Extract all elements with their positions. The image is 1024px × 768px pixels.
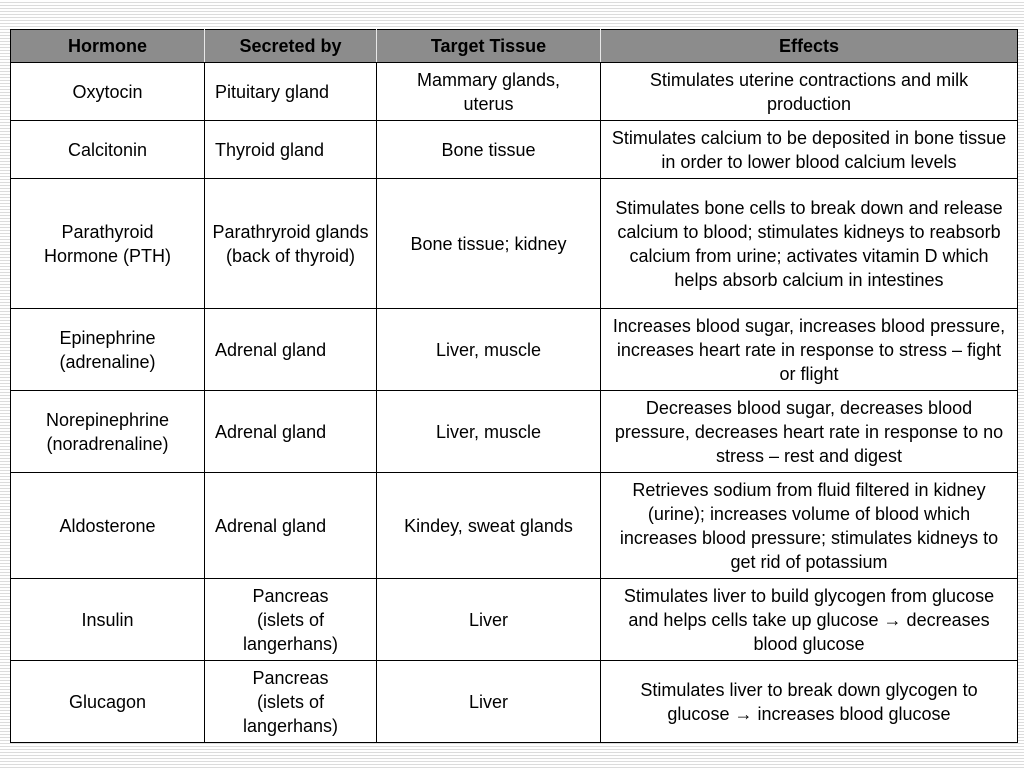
header-target-tissue: Target Tissue (377, 30, 601, 63)
cell-target-tissue: Kindey, sweat glands (377, 473, 601, 579)
cell-effects: Stimulates calcium to be deposited in bone tissue in order to lower blood calcium levels (601, 121, 1018, 179)
cell-effects: Stimulates liver to break down glycogen to glucose → increases blood glucose (601, 661, 1018, 743)
cell-effects: Decreases blood sugar, decreases blood pressure, decreases heart rate in response to no stress – rest and digest (601, 391, 1018, 473)
cell-hormone: Epinephrine (adrenaline) (11, 309, 205, 391)
cell-effects: Retrieves sodium from fluid filtered in kidney (urine); increases volume of blood which increases blood pressure; stimulates kidneys to get rid of potassium (601, 473, 1018, 579)
cell-target-tissue: Bone tissue (377, 121, 601, 179)
cell-secreted-by: Adrenal gland (205, 473, 377, 579)
cell-effects: Stimulates liver to build glycogen from glucose and helps cells take up glucose → decreases blood glucose (601, 579, 1018, 661)
header-effects: Effects (601, 30, 1018, 63)
cell-target-tissue: Liver, muscle (377, 309, 601, 391)
cell-target-tissue: Liver (377, 579, 601, 661)
table-row (11, 309, 1018, 391)
cell-secreted-by: Adrenal gland (205, 309, 377, 391)
cell-secreted-by: Parathryroid glands (back of thyroid) (205, 179, 377, 309)
cell-hormone: Parathyroid Hormone (PTH) (11, 179, 205, 309)
table-row (11, 391, 1018, 473)
header-secreted-by: Secreted by (205, 30, 377, 63)
cell-effects: Increases blood sugar, increases blood pressure, increases heart rate in response to stress – fight or flight (601, 309, 1018, 391)
table-row (11, 179, 1018, 309)
table-header (11, 30, 1018, 63)
cell-hormone: Norepinephrine (noradrenaline) (11, 391, 205, 473)
hormone-table (10, 29, 1018, 743)
table-body (11, 63, 1018, 743)
table-row (11, 63, 1018, 121)
cell-hormone: Insulin (11, 579, 205, 661)
cell-target-tissue: Liver, muscle (377, 391, 601, 473)
table-row (11, 579, 1018, 661)
cell-target-tissue: Bone tissue; kidney (377, 179, 601, 309)
cell-effects: Stimulates uterine contractions and milk production (601, 63, 1018, 121)
table-row (11, 121, 1018, 179)
cell-hormone: Oxytocin (11, 63, 205, 121)
slide (10, 29, 1017, 743)
cell-secreted-by: Pancreas (islets of langerhans) (205, 579, 377, 661)
cell-secreted-by: Pancreas (islets of langerhans) (205, 661, 377, 743)
header-row (11, 30, 1018, 63)
cell-target-tissue: Mammary glands, uterus (377, 63, 601, 121)
cell-hormone: Calcitonin (11, 121, 205, 179)
table-row (11, 473, 1018, 579)
table-row (11, 661, 1018, 743)
cell-effects: Stimulates bone cells to break down and release calcium to blood; stimulates kidneys to reabsorb calcium from urine; activates vitamin D which helps absorb calcium in intestines (601, 179, 1018, 309)
cell-secreted-by: Pituitary gland (205, 63, 377, 121)
cell-secreted-by: Thyroid gland (205, 121, 377, 179)
cell-hormone: Glucagon (11, 661, 205, 743)
cell-target-tissue: Liver (377, 661, 601, 743)
cell-hormone: Aldosterone (11, 473, 205, 579)
header-hormone: Hormone (11, 30, 205, 63)
cell-secreted-by: Adrenal gland (205, 391, 377, 473)
